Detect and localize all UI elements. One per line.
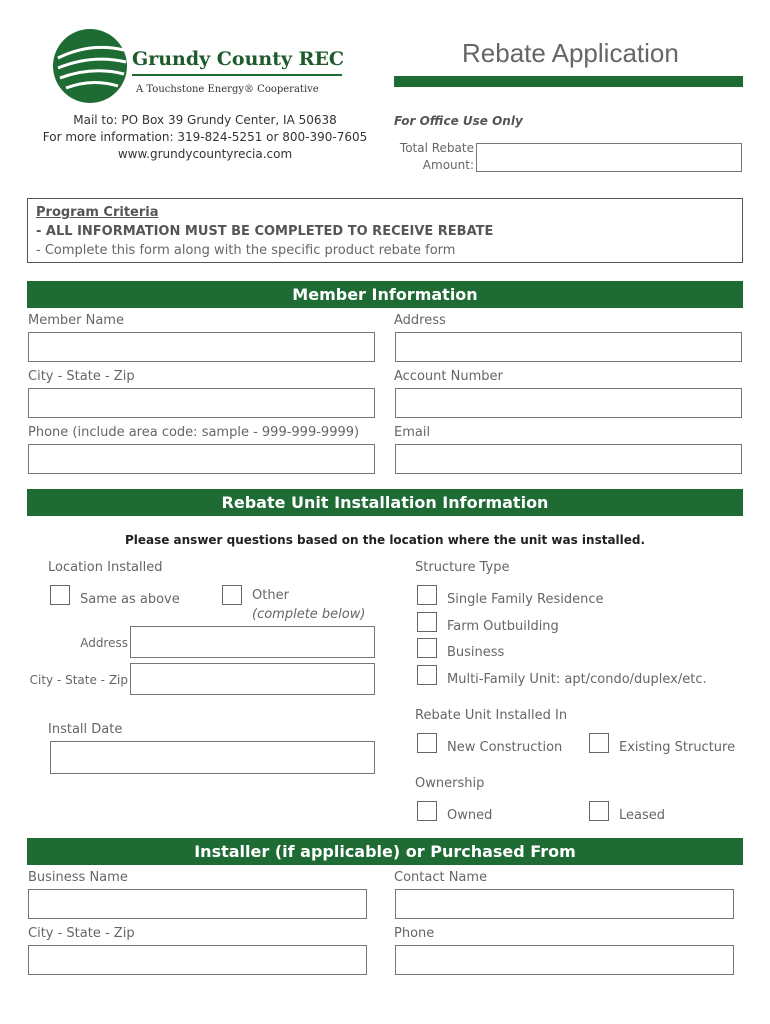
total-rebate-label [392,140,474,174]
existing-structure-label: Existing Structure [619,740,736,755]
installer-city-label: City - State - Zip [28,926,135,941]
phone-label: Phone (include area code: sample - 999-999-9999) [28,425,360,440]
owned-checkbox[interactable] [417,801,437,821]
install-city-field[interactable] [130,663,375,695]
contact-name-field[interactable] [395,889,734,919]
account-number-field[interactable] [395,388,742,418]
logo [52,28,352,108]
farm-outbuilding-checkbox[interactable] [417,612,437,632]
single-family-checkbox[interactable] [417,585,437,605]
multi-family-label: Multi-Family Unit: apt/condo/duplex/etc. [447,672,707,687]
criteria-heading: Program Criteria [36,205,159,220]
title-bar [394,76,743,87]
logo-name: Grundy County REC [132,48,345,70]
city-state-zip-label: City - State - Zip [28,369,135,384]
install-date-field[interactable] [50,741,375,774]
page-title: Rebate Application [462,38,679,68]
location-installed-label: Location Installed [48,560,163,575]
address-field[interactable] [395,332,742,362]
criteria-line-2: - Complete this form along with the specific product rebate form [36,243,456,258]
installer-heading: Installer (if applicable) or Purchased From [27,838,743,865]
single-family-label: Single Family Residence [447,592,604,607]
rebate-instruction: Please answer questions based on the location where the unit was installed. [124,533,646,547]
email-label: Email [394,425,431,440]
program-criteria-box [27,198,743,263]
new-construction-label: New Construction [447,740,563,755]
install-date-label: Install Date [48,722,123,737]
other-label: Other [252,588,289,603]
mail-line-2: For more information: 319-824-5251 or 800-390-7605 [42,130,368,144]
business-name-label: Business Name [28,870,128,885]
phone-field[interactable] [28,444,375,474]
city-state-zip-field[interactable] [28,388,375,418]
farm-outbuilding-label: Farm Outbuilding [447,619,559,634]
logo-tagline: A Touchstone Energy® Cooperative [136,84,319,95]
business-checkbox[interactable] [417,638,437,658]
install-address-field[interactable] [130,626,375,658]
new-construction-checkbox[interactable] [417,733,437,753]
mail-line-1: Mail to: PO Box 39 Grundy Center, IA 50638 [73,113,337,127]
total-rebate-field[interactable] [476,143,742,172]
installer-phone-label: Phone [394,926,435,941]
same-as-above-checkbox[interactable] [50,585,70,605]
install-address-label: Address [80,636,128,650]
installed-in-label: Rebate Unit Installed In [415,708,568,723]
member-name-field[interactable] [28,332,375,362]
business-label: Business [447,645,505,660]
address-label: Address [394,313,446,328]
member-info-heading: Member Information [27,281,743,308]
business-name-field[interactable] [28,889,367,919]
other-note: (complete below) [252,607,366,622]
member-name-label: Member Name [28,313,124,328]
structure-type-label: Structure Type [415,560,510,575]
leased-label: Leased [619,808,666,823]
multi-family-checkbox[interactable] [417,665,437,685]
contact-name-label: Contact Name [394,870,488,885]
installer-city-field[interactable] [28,945,367,975]
total-rebate-label-line1: Total Rebate [399,141,474,155]
existing-structure-checkbox[interactable] [589,733,609,753]
criteria-line-1: - ALL INFORMATION MUST BE COMPLETED TO RECEIVE REBATE [36,224,494,239]
installer-phone-field[interactable] [395,945,734,975]
same-as-above-label: Same as above [80,592,180,607]
logo-mark-icon [52,28,128,104]
ownership-label: Ownership [415,776,485,791]
owned-label: Owned [447,808,493,823]
install-city-label: City - State - Zip [29,673,128,687]
email-field[interactable] [395,444,742,474]
other-checkbox[interactable] [222,585,242,605]
office-use-heading: For Office Use Only [394,114,523,128]
leased-checkbox[interactable] [589,801,609,821]
account-number-label: Account Number [394,369,503,384]
logo-rule [132,74,342,76]
mail-info [40,112,370,163]
total-rebate-label-line2: Amount: [422,158,474,172]
rebate-unit-heading: Rebate Unit Installation Information [27,489,743,516]
website-link[interactable]: www.grundycountyrecia.com [117,147,293,161]
